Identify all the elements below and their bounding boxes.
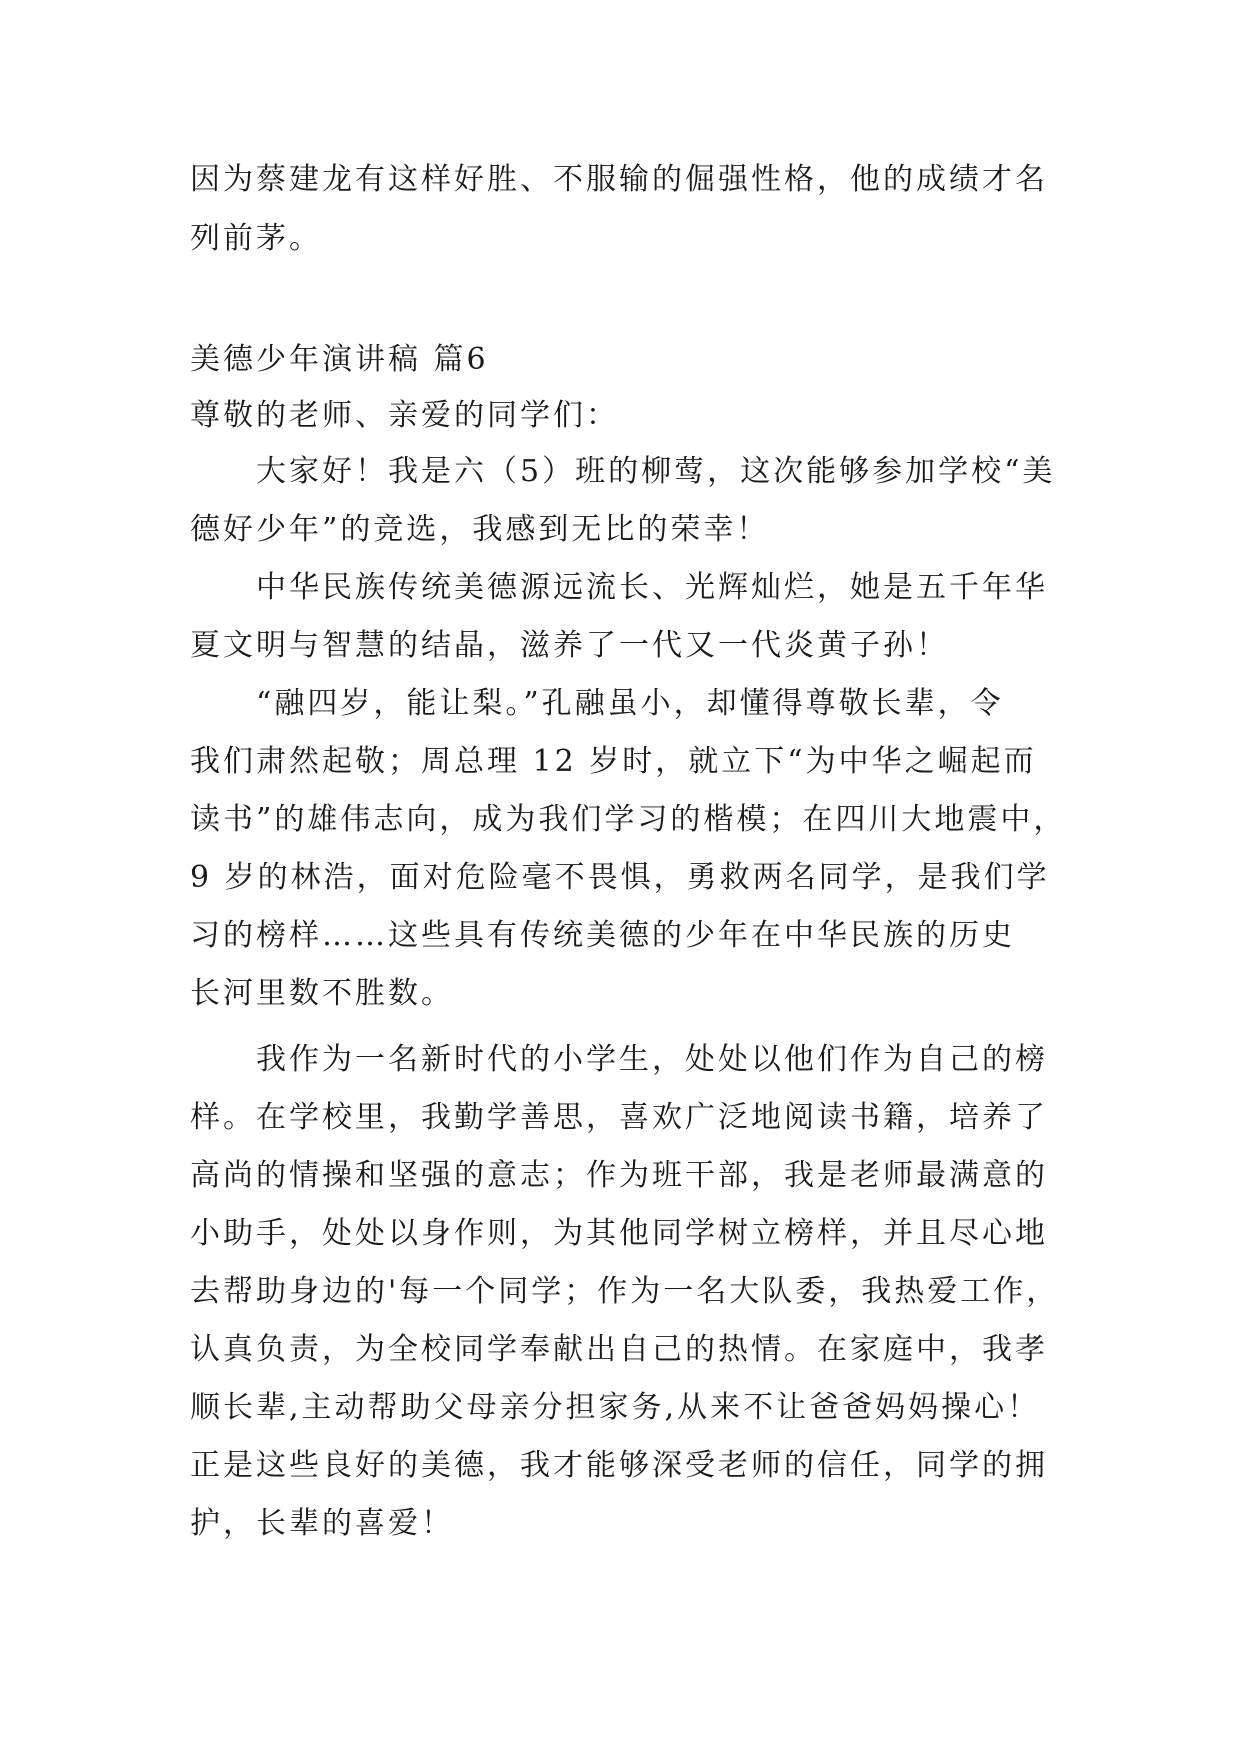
paragraph-3-line-1: “融四岁，能让梨。”孔融虽小，却懂得尊敬长辈，令 — [256, 686, 1004, 721]
paragraph-1-line-2: 德好少年”的竞选，我感到无比的荣幸！ — [190, 512, 770, 547]
paragraph-4-line-1: 我作为一名新时代的小学生，处处以他们作为自己的榜 — [256, 1042, 1048, 1077]
paragraph-3-line-2: 我们肃然起敬；周总理 12 岁时，就立下“为中华之崛起而 — [190, 744, 1037, 779]
paragraph-4-line-3: 高尚的情操和坚强的意志；作为班干部，我是老师最满意的 — [190, 1158, 1048, 1193]
continuation-line-1: 因为蔡建龙有这样好胜、不服输的倔强性格，他的成绩才名 — [190, 162, 1048, 197]
paragraph-4-line-5: 去帮助身边的'每一个同学；作为一名大队委，我热爱工作， — [190, 1274, 1060, 1309]
continuation-line-2: 列前茅。 — [190, 221, 322, 256]
paragraph-2-line-2: 夏文明与智慧的结晶，滋养了一代又一代炎黄子孙！ — [190, 628, 949, 663]
paragraph-1-line-1: 大家好！我是六（5）班的柳莺，这次能够参加学校“美 — [256, 454, 1056, 489]
paragraph-3-line-3: 读书”的雄伟志向，成为我们学习的楷模；在四川大地震中， — [190, 802, 1067, 837]
paragraph-4-line-7: 顺长辈,主动帮助父母亲分担家务,从来不让爸爸妈妈操心！ — [190, 1390, 1041, 1425]
paragraph-3-line-6: 长河里数不胜数。 — [190, 976, 454, 1011]
paragraph-4-line-8: 正是这些良好的美德，我才能够深受老师的信任，同学的拥 — [190, 1448, 1048, 1483]
paragraph-3-line-4: 9 岁的林浩，面对危险毫不畏惧，勇救两名同学，是我们学 — [190, 860, 1050, 895]
paragraph-4-line-9: 护，长辈的喜爱！ — [190, 1506, 454, 1541]
salutation: 尊敬的老师、亲爱的同学们： — [190, 398, 619, 433]
paragraph-2-line-1: 中华民族传统美德源远流长、光辉灿烂，她是五千年华 — [256, 570, 1048, 605]
paragraph-3-line-5: 习的榜样……这些具有传统美德的少年在中华民族的历史 — [190, 918, 1015, 953]
paragraph-4-line-6: 认真负责，为全校同学奉献出自己的热情。在家庭中，我孝 — [190, 1332, 1048, 1367]
paragraph-4-line-2: 样。在学校里，我勤学善思，喜欢广泛地阅读书籍，培养了 — [190, 1100, 1048, 1135]
section-title: 美德少年演讲稿 篇6 — [190, 342, 489, 377]
paragraph-4-line-4: 小助手，处处以身作则，为其他同学树立榜样，并且尽心地 — [190, 1216, 1048, 1251]
